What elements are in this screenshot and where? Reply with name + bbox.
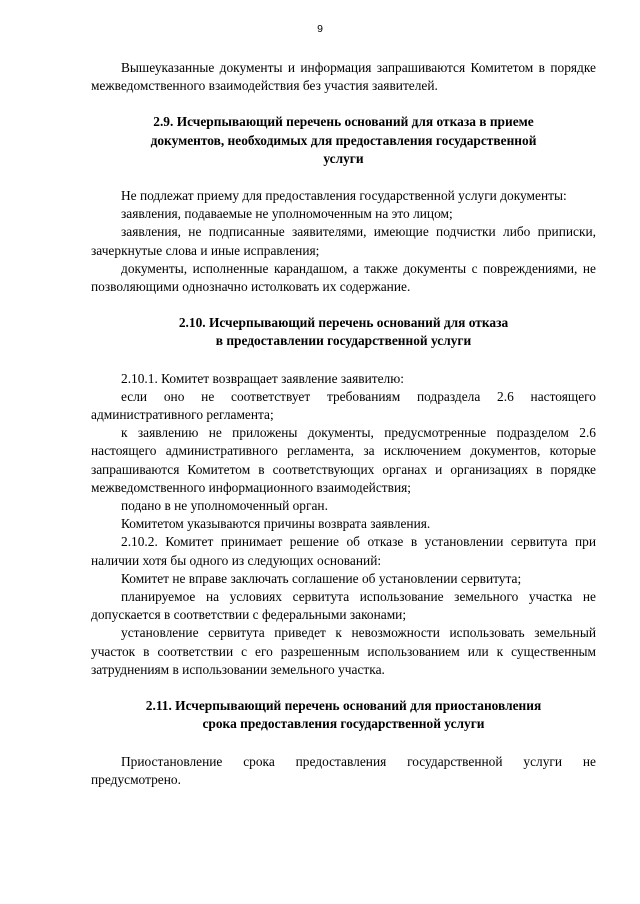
paragraph: установление сервитута приведет к невозможности использовать земельный участок в соответствии с его разрешенным использованием или к существенным затруднениям в использовании земельного участка. bbox=[91, 625, 596, 677]
page-number: 9 bbox=[317, 23, 323, 35]
paragraph: заявления, подаваемые не уполномоченным на это лицом; bbox=[121, 206, 453, 222]
paragraph: Приостановление срока предоставления государственной услуги не предусмотрено. bbox=[91, 753, 596, 787]
paragraph: если оно не соответствует требованиям подраздела 2.6 настоящего административного регламента; bbox=[91, 388, 596, 423]
heading-line: в предоставлении государственной услуги bbox=[215, 333, 472, 349]
paragraph: к заявлению не приложены документы, предусмотренные подразделом 2.6 настоящего административного регламента, за исключением документов, которые запрашиваются Комитетом в соответствующих органах и организациях в порядке межведомственного информационного взаимодействия; bbox=[91, 425, 596, 495]
paragraph: 2.10.1. Комитет возвращает заявление заявителю: bbox=[121, 370, 404, 386]
paragraph: 2.10.2. Комитет принимает решение об отказе в установлении сервитута при наличии хотя бы одного из следующих оснований: bbox=[91, 534, 596, 568]
heading-line: 2.10. Исчерпывающий перечень оснований для отказа bbox=[178, 315, 509, 331]
section-2-11-heading bbox=[91, 697, 596, 733]
section-2-10-heading bbox=[91, 314, 596, 350]
heading-line: документов, необходимых для предоставления государственной bbox=[150, 132, 537, 148]
heading-line: 2.11. Исчерпывающий перечень оснований для приостановления bbox=[145, 698, 542, 714]
paragraph: заявления, не подписанные заявителями, имеющие подчистки либо приписки, зачеркнутые слова и иные исправления; bbox=[91, 224, 596, 258]
section-2-9-heading bbox=[91, 113, 596, 168]
document-body bbox=[91, 59, 596, 789]
heading-line: услуги bbox=[323, 150, 364, 166]
paragraph: планируемое на условиях сервитута использование земельного участка не допускается в соответствии с федеральными законами; bbox=[91, 589, 596, 623]
paragraph: документы, исполненные карандашом, а также документы с повреждениями, не позволяющими однозначно истолковать их содержание. bbox=[91, 260, 596, 295]
intro-paragraph: Вышеуказанные документы и информация запрашиваются Комитетом в порядке межведомственного взаимодействия без участия заявителей. bbox=[91, 60, 596, 94]
paragraph: Не подлежат приему для предоставления государственной услуги документы: bbox=[121, 188, 567, 204]
heading-line: срока предоставления государственной услуги bbox=[202, 716, 485, 732]
paragraph: Комитет не вправе заключать соглашение об установлении сервитута; bbox=[121, 570, 522, 586]
paragraph: Комитетом указываются причины возврата заявления. bbox=[121, 516, 431, 532]
paragraph: подано в не уполномоченный орган. bbox=[121, 498, 328, 514]
heading-line: 2.9. Исчерпывающий перечень оснований для отказа в приеме bbox=[153, 114, 534, 130]
